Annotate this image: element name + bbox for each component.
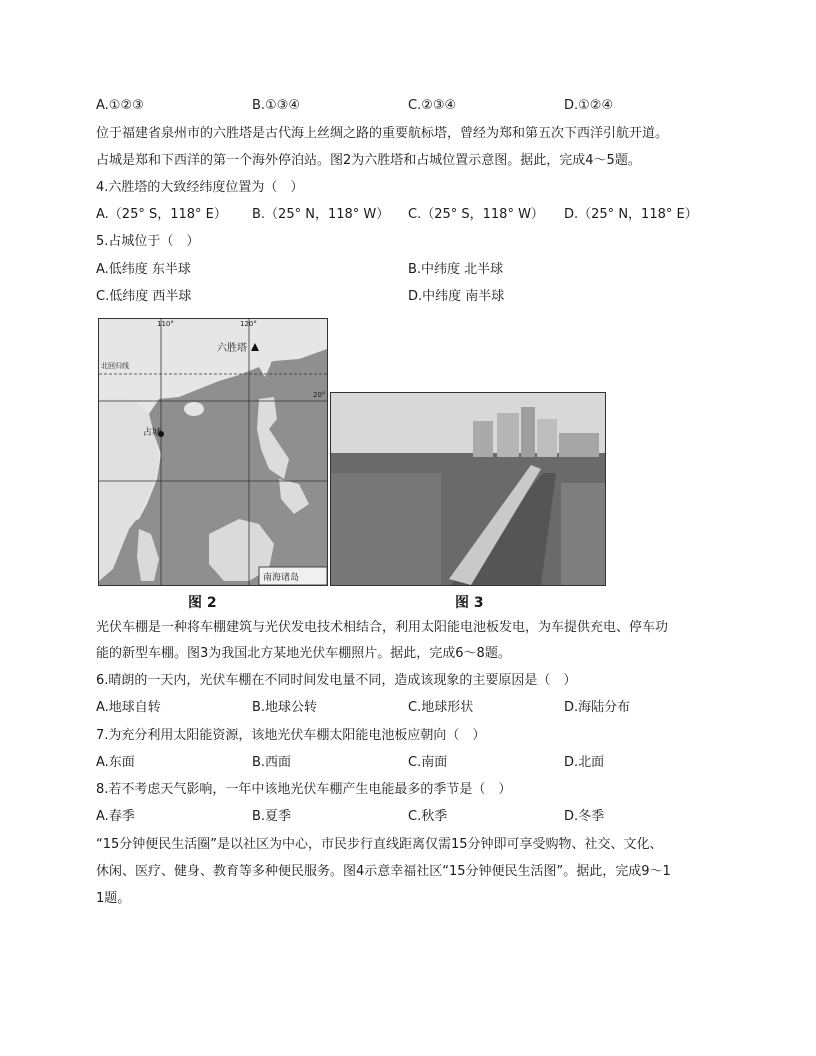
question-stem: 4.六胜塔的大致经纬度位置为（ ） <box>96 180 304 195</box>
passage-text: 占城是郑和下西洋的第一个海外停泊站。图2为六胜塔和占城位置示意图。据此，完成4～5题。 <box>96 153 641 168</box>
lat-label-20: 20° <box>313 391 326 399</box>
option-c: C.②③④ <box>408 98 457 113</box>
option-a: A.地球自转 <box>96 700 161 715</box>
option-b: B.夏季 <box>252 809 292 824</box>
map-graphic <box>99 319 327 585</box>
option-a: A.①②③ <box>96 98 144 113</box>
option-b: B.（25° N，118° W） <box>252 207 390 222</box>
passage-text: “15分钟便民生活圈”是以社区为中心，市民步行直线距离仅需15分钟即可享受购物、社交、文化、 <box>96 837 663 852</box>
passage-text: 光伏车棚是一种将车棚建筑与光伏发电技术相结合，利用太阳能电池板发电，为车提供充电、停车功 <box>96 620 669 635</box>
tropic-label: 北回归线 <box>101 362 129 370</box>
option-d: D.北面 <box>564 755 605 770</box>
passage-text: 1题。 <box>96 891 131 906</box>
photo-graphic <box>331 393 605 585</box>
figure-2-map <box>98 318 328 586</box>
question-stem: 8.若不考虑天气影响，一年中该地光伏车棚产生电能最多的季节是（ ） <box>96 782 512 797</box>
figure-3-caption: 图 3 <box>455 595 484 611</box>
option-c: C.（25° S，118° W） <box>408 207 544 222</box>
zhancheng-label: 占城 <box>143 428 162 438</box>
figure-3-photo <box>330 392 606 586</box>
option-d: D.海陆分布 <box>564 700 631 715</box>
option-b: B.西面 <box>252 755 292 770</box>
question-stem: 6.晴朗的一天内，光伏车棚在不同时间发电量不同，造成该现象的主要原因是（ ） <box>96 673 577 688</box>
tower-label: 六胜塔 <box>217 343 247 354</box>
inset-label: 南海诸岛 <box>263 573 300 583</box>
option-c: C.低纬度 西半球 <box>96 289 192 304</box>
lon-label-110: 110° <box>157 320 174 328</box>
option-c: C.地球形状 <box>408 700 474 715</box>
lon-label-120: 120° <box>240 320 257 328</box>
option-d: D.（25° N，118° E） <box>564 207 698 222</box>
option-a: A.春季 <box>96 809 135 824</box>
option-b: B.①③④ <box>252 98 301 113</box>
option-d: D.①②④ <box>564 98 614 113</box>
passage-text: 休闲、医疗、健身、教育等多种便民服务。图4示意幸福社区“15分钟便民生活图”。据此，完成9～1 <box>96 864 671 879</box>
option-d: D.中纬度 南半球 <box>408 289 505 304</box>
figure-2-caption: 图 2 <box>188 595 217 611</box>
option-c: C.秋季 <box>408 809 448 824</box>
option-b: B.中纬度 北半球 <box>408 262 504 277</box>
question-stem: 7.为充分利用太阳能资源，该地光伏车棚太阳能电池板应朝向（ ） <box>96 728 486 743</box>
option-b: B.地球公转 <box>252 700 318 715</box>
option-a: A.东面 <box>96 755 135 770</box>
option-a: A.（25° S，118° E） <box>96 207 227 222</box>
question-stem: 5.占城位于（ ） <box>96 234 200 249</box>
option-a: A.低纬度 东半球 <box>96 262 191 277</box>
passage-text: 能的新型车棚。图3为我国北方某地光伏车棚照片。据此，完成6～8题。 <box>96 646 511 661</box>
option-d: D.冬季 <box>564 809 605 824</box>
passage-text: 位于福建省泉州市的六胜塔是古代海上丝绸之路的重要航标塔，曾经为郑和第五次下西洋引航开道。 <box>96 126 669 141</box>
option-c: C.南面 <box>408 755 448 770</box>
